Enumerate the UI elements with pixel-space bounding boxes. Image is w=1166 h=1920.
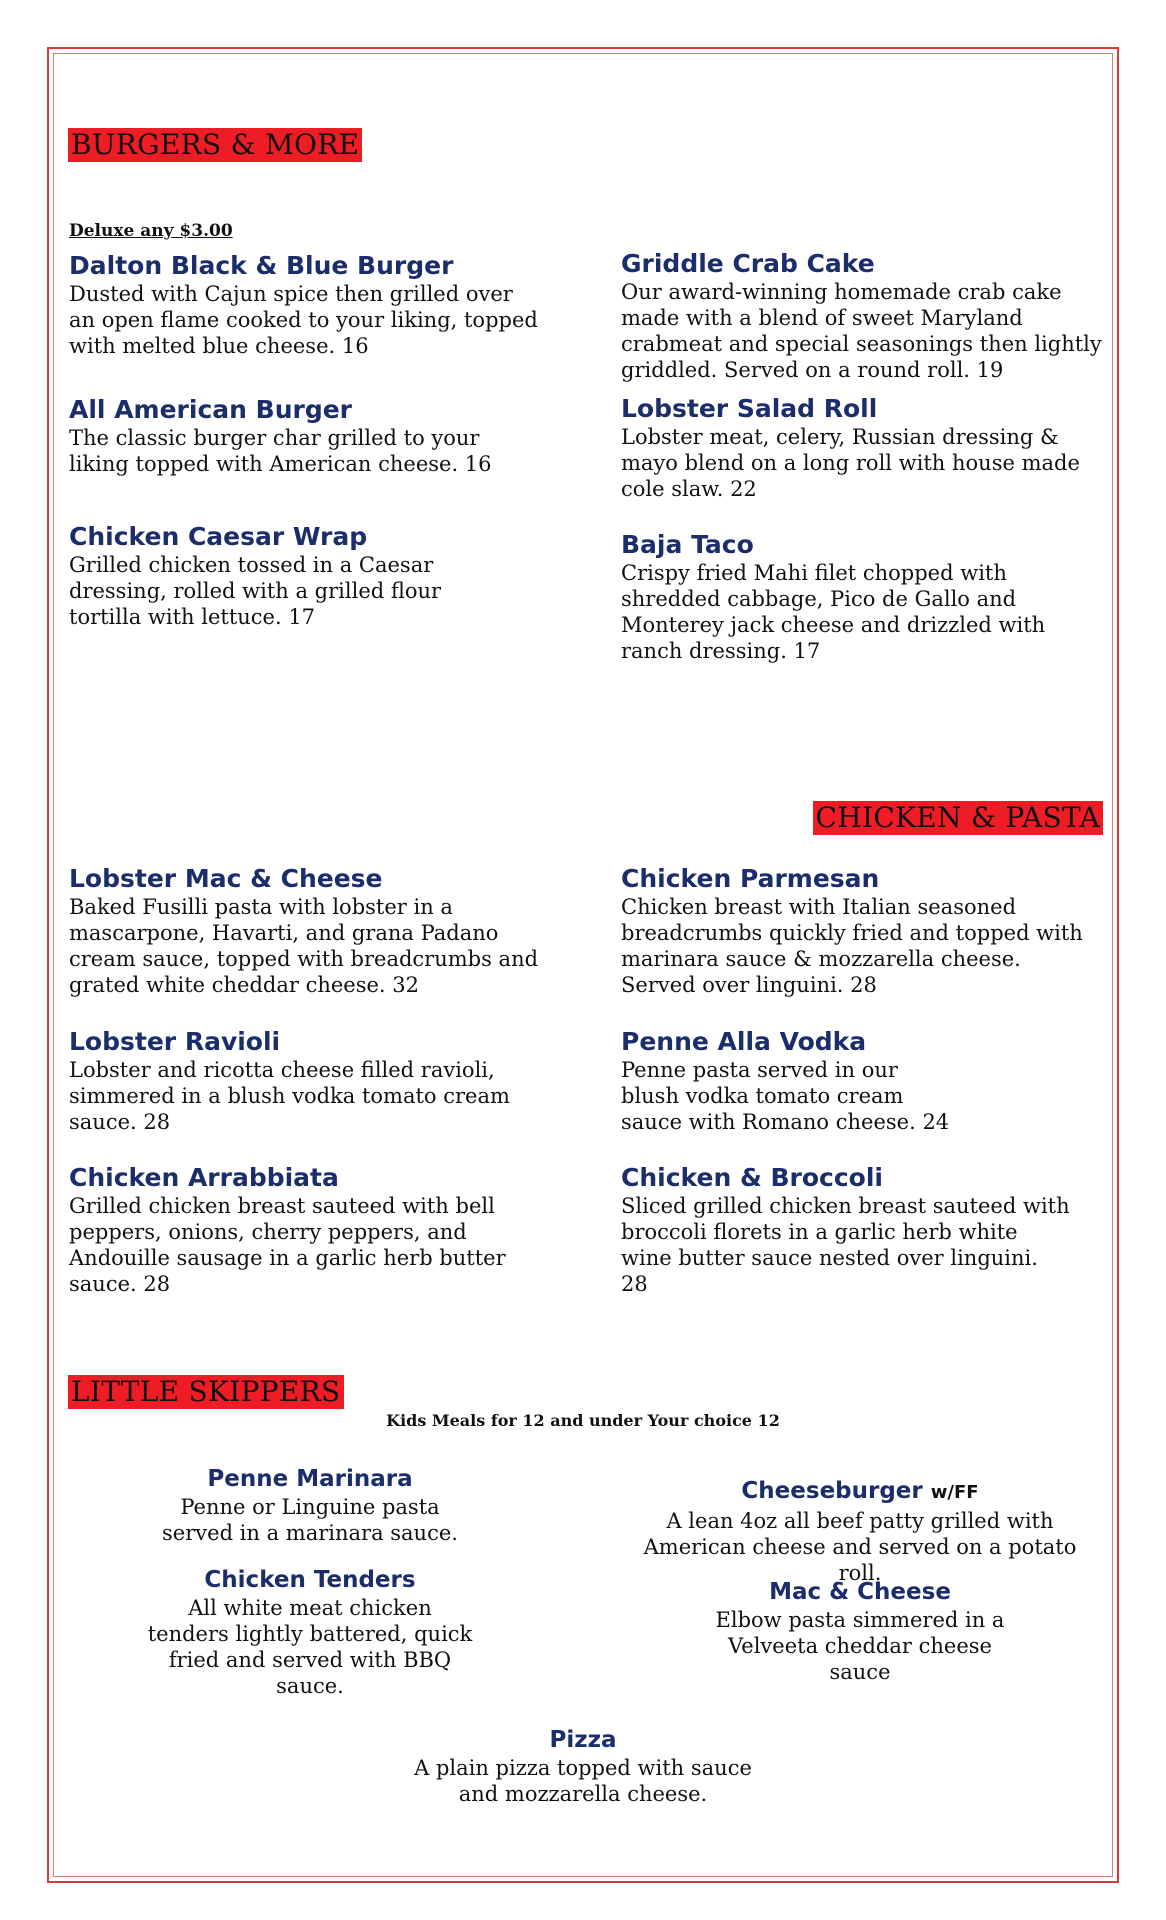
item-name: Cheeseburger bbox=[741, 1478, 923, 1504]
item-description: Penne pasta served in our blush vodka tomato cream sauce with Romano cheese. 24 bbox=[621, 1058, 950, 1134]
item-description: Elbow pasta simmered in a Velveeta cheddar cheese sauce bbox=[715, 1608, 1005, 1684]
item-name: Chicken & Broccoli bbox=[621, 1163, 883, 1192]
menu-item bbox=[69, 395, 549, 477]
item-description: Baked Fusilli pasta with lobster in a mascarpone, Havarti, and grana Padano cream sauce, topped with breadcrumbs and grated white cheddar cheese. 32 bbox=[69, 895, 539, 997]
item-name: Lobster Salad Roll bbox=[621, 394, 878, 423]
item-name-row bbox=[620, 1476, 1100, 1508]
menu-item bbox=[621, 249, 1111, 383]
item-name: Lobster Ravioli bbox=[69, 1027, 281, 1056]
menu-item bbox=[383, 1725, 783, 1807]
kids-note: Kids Meals for 12 and under Your choice 12 bbox=[386, 1411, 780, 1430]
item-description: The classic burger char grilled to your liking topped with American cheese. 16 bbox=[69, 426, 492, 476]
item-description: Dusted with Cajun spice then grilled over an open flame cooked to your liking, topped with melted blue cheese. 16 bbox=[69, 282, 538, 358]
menu-item bbox=[140, 1464, 480, 1546]
menu-item bbox=[621, 1027, 1111, 1135]
item-name: Chicken Caesar Wrap bbox=[69, 522, 368, 551]
menu-item bbox=[621, 530, 1111, 664]
menu-item bbox=[69, 864, 559, 998]
item-description: A plain pizza topped with sauce and mozzarella cheese. bbox=[414, 1756, 752, 1806]
item-name: All American Burger bbox=[69, 395, 352, 424]
item-name: Griddle Crab Cake bbox=[621, 249, 875, 278]
menu-item bbox=[69, 1027, 559, 1135]
menu-item bbox=[670, 1577, 1050, 1685]
section-title-chicken-pasta: CHICKEN & PASTA bbox=[813, 801, 1103, 835]
item-description: Penne or Linguine pasta served in a marinara sauce. bbox=[162, 1495, 458, 1545]
item-description: Chicken breast with Italian seasoned breadcrumbs quickly fried and topped with marinara sauce & mozzarella cheese. Served over linguini. 28 bbox=[621, 895, 1083, 997]
section-title-burgers: BURGERS & MORE bbox=[68, 128, 362, 162]
deluxe-note: Deluxe any $3.00 bbox=[69, 221, 233, 241]
item-name-suffix: w/FF bbox=[930, 1482, 979, 1503]
item-name: Dalton Black & Blue Burger bbox=[69, 251, 454, 280]
item-description: A lean 4oz all beef patty grilled with American cheese and served on a potato roll. bbox=[643, 1509, 1077, 1585]
item-name: Lobster Mac & Cheese bbox=[69, 864, 383, 893]
menu-item bbox=[620, 1476, 1100, 1586]
menu-item bbox=[621, 864, 1111, 998]
menu-item bbox=[130, 1565, 490, 1699]
menu-item bbox=[621, 1163, 1111, 1297]
menu-item bbox=[69, 1163, 559, 1297]
section-title-kids: LITTLE SKIPPERS bbox=[68, 1375, 344, 1409]
item-name: Chicken Tenders bbox=[204, 1567, 416, 1593]
menu-item bbox=[69, 522, 549, 630]
menu-item bbox=[69, 251, 549, 359]
item-name: Penne Marinara bbox=[207, 1466, 413, 1492]
item-description: Sliced grilled chicken breast sauteed with broccoli florets in a garlic herb white wine butter sauce nested over linguini. 28 bbox=[621, 1194, 1070, 1296]
menu-item bbox=[621, 394, 1111, 502]
item-description: Grilled chicken tossed in a Caesar dressing, rolled with a grilled flour tortilla with lettuce. 17 bbox=[69, 553, 442, 629]
item-description: Grilled chicken breast sauteed with bell peppers, onions, cherry peppers, and Andouille sausage in a garlic herb butter sauce. 28 bbox=[69, 1194, 506, 1296]
item-description: All white meat chicken tenders lightly battered, quick fried and served with BBQ sauce. bbox=[147, 1596, 473, 1698]
item-description: Lobster meat, celery, Russian dressing & mayo blend on a long roll with house made cole slaw. 22 bbox=[621, 425, 1080, 501]
item-name: Mac & Cheese bbox=[769, 1579, 951, 1605]
item-name: Baja Taco bbox=[621, 530, 754, 559]
item-description: Our award-winning homemade crab cake made with a blend of sweet Maryland crabmeat and special seasonings then lightly griddled. Served on a round roll. 19 bbox=[621, 280, 1102, 382]
item-name: Pizza bbox=[549, 1727, 617, 1753]
item-name: Chicken Parmesan bbox=[621, 864, 880, 893]
item-description: Crispy fried Mahi filet chopped with shredded cabbage, Pico de Gallo and Monterey jack cheese and drizzled with ranch dressing. 17 bbox=[621, 561, 1046, 663]
item-name: Penne Alla Vodka bbox=[621, 1027, 867, 1056]
item-description: Lobster and ricotta cheese filled ravioli, simmered in a blush vodka tomato cream sauce. 28 bbox=[69, 1058, 510, 1134]
item-name: Chicken Arrabbiata bbox=[69, 1163, 339, 1192]
